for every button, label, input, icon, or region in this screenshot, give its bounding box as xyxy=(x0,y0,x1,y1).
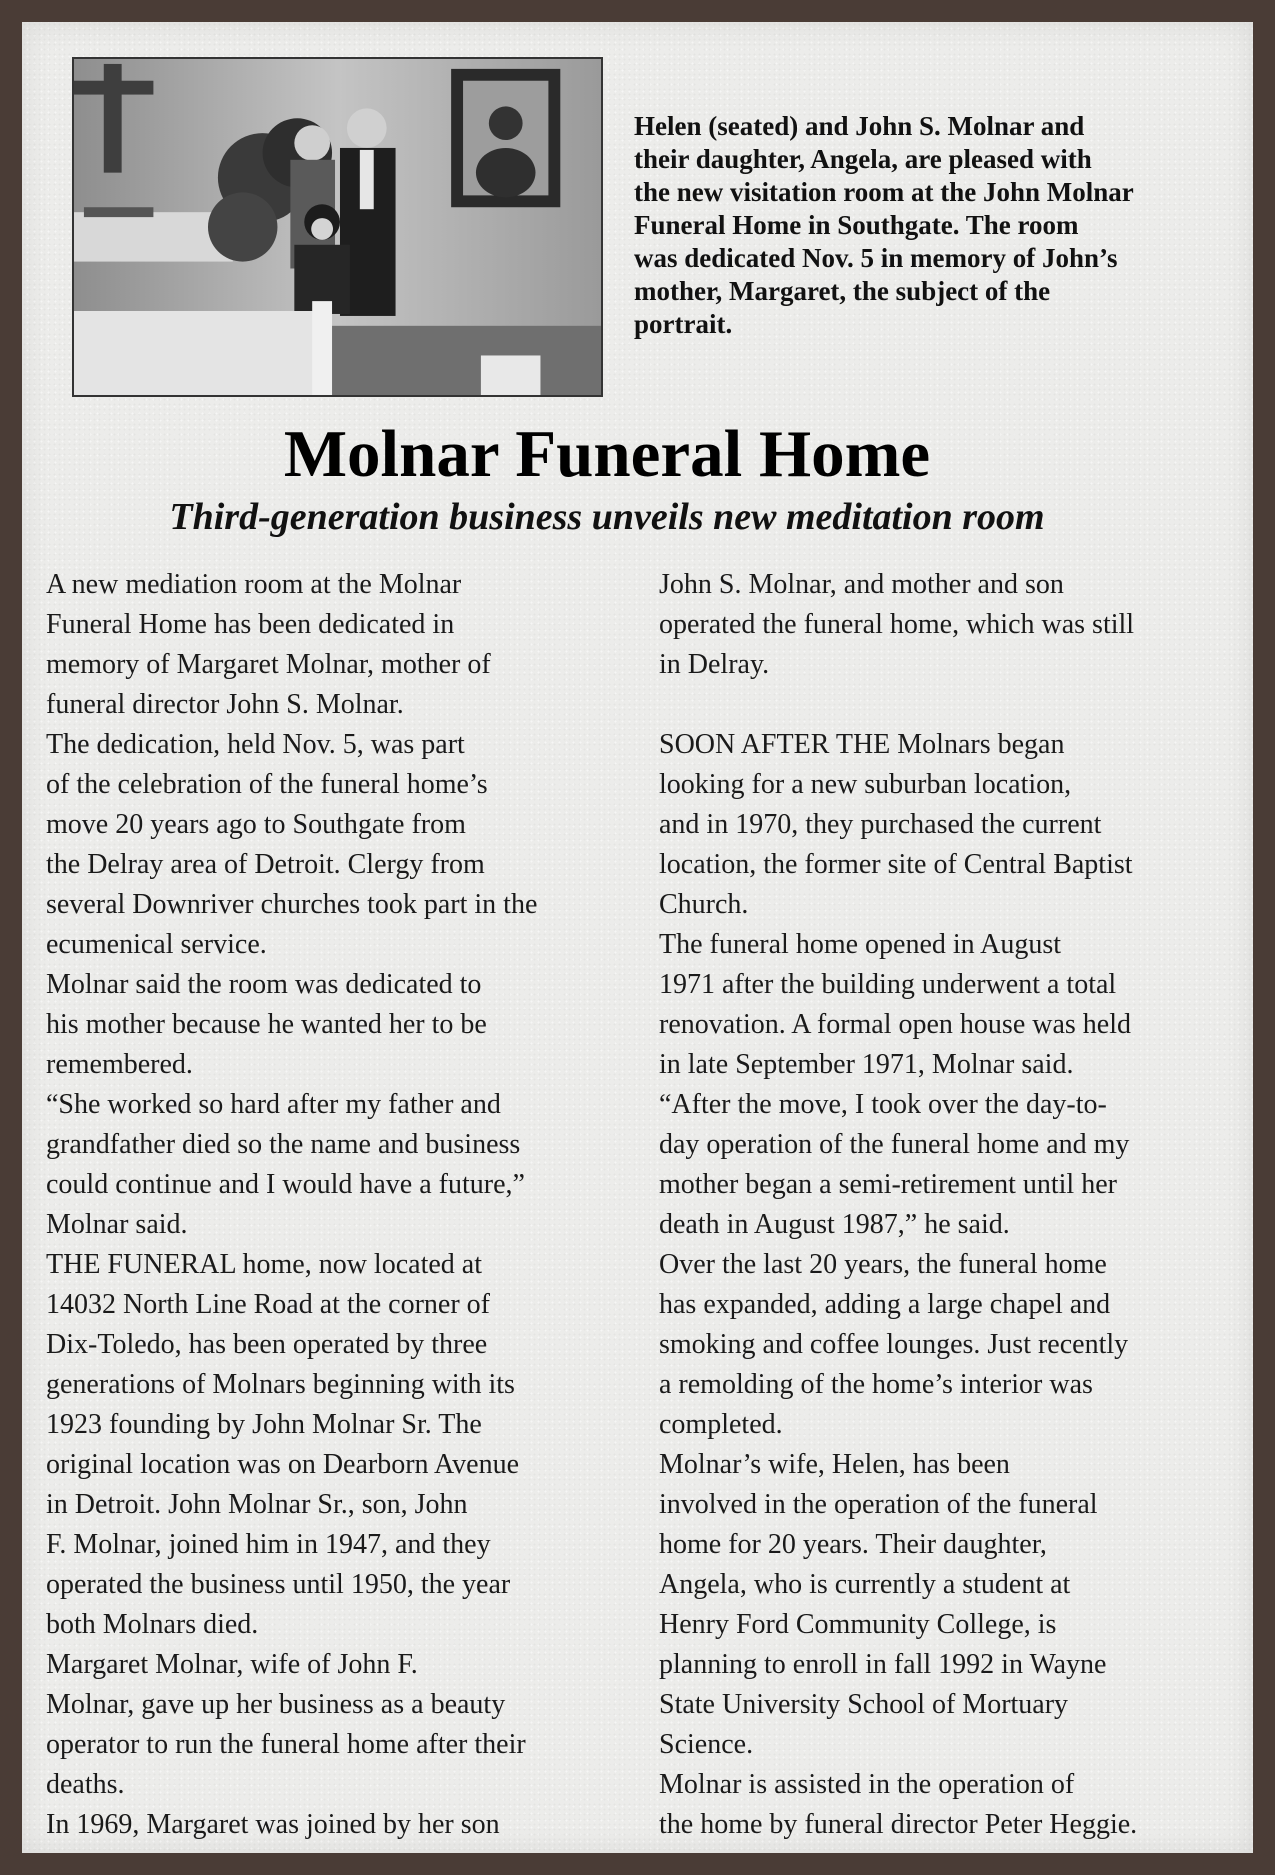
article-paragraph: Margaret Molnar, wife of John F. Molnar, gave up her business as a beauty operator to run the funeral home after their deaths. xyxy=(46,1649,526,1800)
article-paragraph: SOON AFTER THE Molnars began looking for a new suburban location, and in 1970, they purchased the current location, the former site of Central Baptist Church. xyxy=(659,729,1133,920)
article-paragraph: Over the last 20 years, the funeral home has expanded, adding a large chapel and smoking and coffee lounges. Just recently a remolding of the home’s interior was completed. xyxy=(659,1249,1129,1440)
headline: Molnar Funeral Home xyxy=(283,417,931,491)
article-paragraph: Molnar’s wife, Helen, has been involved in the operation of the funeral home for 20 years. Their daughter, Angela, who is currently a student at Henry Ford Community College, is planning to enroll in fall 1992 in Wayne State University School of Mortuary Science. xyxy=(659,1449,1107,1760)
article-paragraph: John S. Molnar, and mother and son operated the funeral home, which was still in Delray. xyxy=(659,569,1135,680)
article-paragraph: “After the move, I took over the day-to- day operation of the funeral home and my mother began a semi-retirement until her death in August 1987,” he said. xyxy=(659,1089,1130,1240)
photo-icon xyxy=(74,59,601,395)
family-photo xyxy=(72,57,603,397)
article-column-right xyxy=(659,565,1259,1845)
subheadline: Third-generation business unveils new meditation room xyxy=(169,496,1045,538)
photo-caption: Helen (seated) and John S. Molnar and their daughter, Angela, are pleased with the new visitation room at the John Molnar Funeral Home in Southgate. The room was dedicated Nov. 5 in memory of John’s mother, Margaret, the subject of the portrait. xyxy=(634,111,1134,339)
article-column-left xyxy=(46,565,646,1845)
article-paragraph: THE FUNERAL home, now located at 14032 North Line Road at the corner of Dix-Toledo, has been operated by three generations of Molnars beginning with its 1923 founding by John Molnar Sr. The original location was on Dearborn Avenue in Detroit. John Molnar Sr., son, John F. Molnar, joined him in 1947, and they operated the business until 1950, the year both Molnars died. xyxy=(46,1249,520,1640)
section-break xyxy=(659,685,1259,725)
article-paragraph: In 1969, Margaret was joined by her son xyxy=(46,1809,500,1840)
article-paragraph: Molnar said the room was dedicated to his mother because he wanted her to be remembered. xyxy=(46,969,487,1080)
newspaper-clipping xyxy=(22,22,1253,1853)
article-paragraph: The funeral home opened in August 1971 after the building underwent a total renovation. A formal open house was held in late September 1971, Molnar said. xyxy=(659,929,1132,1080)
article-paragraph: “She worked so hard after my father and grandfather died so the name and business could continue and I would have a future,” Molnar said. xyxy=(46,1089,525,1240)
article-paragraph: A new mediation room at the Molnar Funeral Home has been dedicated in memory of Margaret Molnar, mother of funeral director John S. Molnar. xyxy=(46,569,491,720)
article-paragraph: The dedication, held Nov. 5, was part of the celebration of the funeral home’s move 20 years ago to Southgate from the Delray area of Detroit. Clergy from several Downriver churches took part in the ecumenical service. xyxy=(46,729,538,960)
article-paragraph: Molnar is assisted in the operation of the home by funeral director Peter Heggie. xyxy=(659,1769,1138,1840)
